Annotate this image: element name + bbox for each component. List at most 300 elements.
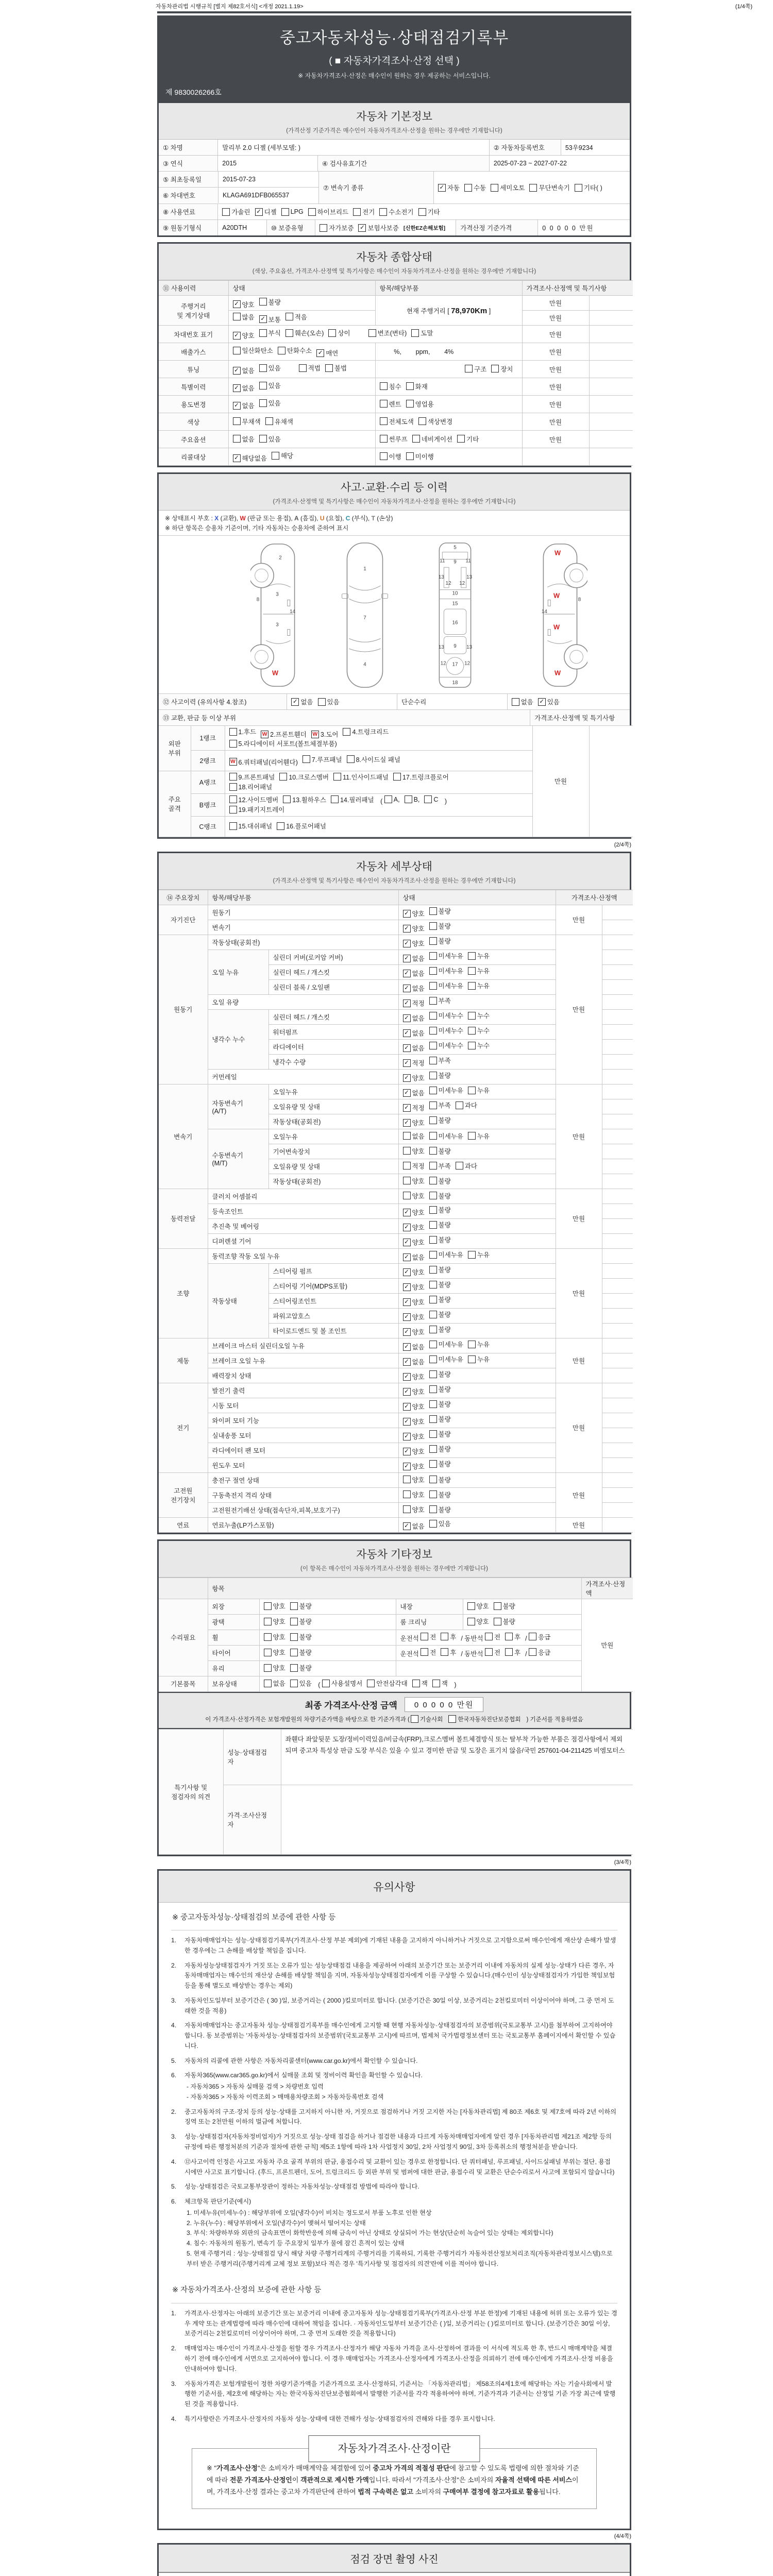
checkbox-option[interactable] bbox=[456, 1161, 477, 1171]
checkbox-option[interactable] bbox=[406, 399, 434, 409]
checkbox-option[interactable] bbox=[229, 821, 273, 831]
checkbox[interactable] bbox=[406, 382, 414, 390]
checkbox-option[interactable] bbox=[505, 1632, 520, 1641]
checkbox[interactable] bbox=[403, 1147, 411, 1155]
checkbox[interactable]: ✓ bbox=[403, 1373, 411, 1381]
checkbox-option[interactable] bbox=[468, 1250, 490, 1259]
checkbox[interactable] bbox=[468, 952, 476, 960]
checkbox[interactable]: ✓ bbox=[233, 454, 241, 462]
checkbox-option[interactable] bbox=[403, 1462, 425, 1471]
checkbox-option[interactable] bbox=[429, 1220, 451, 1229]
checkbox[interactable] bbox=[380, 417, 388, 425]
checkbox[interactable] bbox=[412, 1680, 420, 1687]
checkbox-option[interactable] bbox=[429, 1369, 451, 1379]
checkbox-option[interactable] bbox=[429, 1205, 451, 1214]
checkbox[interactable] bbox=[429, 1370, 437, 1378]
checkbox[interactable] bbox=[380, 400, 388, 408]
checkbox[interactable] bbox=[429, 1400, 437, 1408]
checkbox-option[interactable] bbox=[403, 1028, 425, 1038]
checkbox[interactable]: ✓ bbox=[403, 1298, 411, 1306]
checkbox[interactable] bbox=[259, 329, 267, 337]
checkbox-option[interactable] bbox=[259, 363, 281, 372]
checkbox[interactable] bbox=[429, 952, 437, 960]
checkbox[interactable]: ✓ bbox=[403, 1283, 411, 1291]
checkbox[interactable] bbox=[448, 1715, 456, 1723]
checkbox[interactable] bbox=[299, 364, 307, 372]
checkbox-option[interactable] bbox=[529, 1632, 550, 1641]
checkbox[interactable]: ✓ bbox=[233, 300, 241, 308]
checkbox[interactable] bbox=[285, 313, 293, 320]
checkbox[interactable] bbox=[406, 452, 414, 460]
checkbox[interactable] bbox=[429, 1132, 437, 1140]
checkbox[interactable]: ✓ bbox=[403, 1448, 411, 1455]
checkbox[interactable] bbox=[264, 1649, 272, 1656]
checkbox-option[interactable] bbox=[233, 331, 255, 340]
checkbox[interactable] bbox=[233, 313, 241, 320]
checkbox-option[interactable] bbox=[429, 1086, 463, 1095]
checkbox[interactable]: ✓ bbox=[403, 955, 411, 962]
checkbox[interactable]: ✓ bbox=[403, 1268, 411, 1276]
checkbox-option[interactable] bbox=[272, 451, 293, 460]
checkbox[interactable]: ✓ bbox=[358, 224, 366, 232]
checkbox-option[interactable] bbox=[233, 383, 255, 393]
checkbox-option[interactable] bbox=[233, 366, 255, 375]
checkbox-option[interactable] bbox=[429, 1519, 451, 1528]
checkbox[interactable] bbox=[468, 1027, 476, 1035]
checkbox-option[interactable] bbox=[441, 1632, 456, 1641]
checkbox[interactable] bbox=[429, 1311, 437, 1318]
checkbox-option[interactable] bbox=[468, 1086, 490, 1095]
checkbox-option[interactable] bbox=[403, 1161, 425, 1171]
checkbox-option[interactable] bbox=[429, 1399, 451, 1409]
checkbox-option[interactable] bbox=[429, 1235, 451, 1244]
checkbox[interactable] bbox=[343, 728, 350, 736]
checkbox[interactable] bbox=[379, 208, 387, 216]
checkbox-option[interactable] bbox=[261, 730, 307, 739]
checkbox[interactable] bbox=[429, 1236, 437, 1244]
checkbox-option[interactable] bbox=[229, 772, 275, 782]
checkbox[interactable] bbox=[283, 795, 291, 803]
checkbox[interactable] bbox=[418, 208, 426, 216]
checkbox[interactable] bbox=[384, 795, 392, 803]
checkbox[interactable] bbox=[331, 795, 339, 803]
checkbox[interactable] bbox=[308, 208, 316, 216]
checkbox-option[interactable] bbox=[491, 364, 513, 374]
checkbox-option[interactable] bbox=[403, 1146, 425, 1156]
checkbox[interactable] bbox=[281, 208, 289, 216]
checkbox[interactable]: W bbox=[261, 731, 268, 738]
checkbox-option[interactable] bbox=[347, 755, 400, 764]
checkbox-option[interactable] bbox=[429, 1325, 451, 1334]
checkbox[interactable]: ✓ bbox=[403, 1059, 411, 1067]
checkbox-option[interactable] bbox=[403, 1131, 425, 1141]
checkbox[interactable] bbox=[429, 1326, 437, 1333]
checkbox[interactable] bbox=[328, 329, 336, 337]
checkbox-option[interactable] bbox=[429, 1191, 451, 1200]
checkbox-option[interactable] bbox=[429, 1459, 451, 1468]
checkbox[interactable] bbox=[405, 795, 412, 803]
checkbox-option[interactable] bbox=[429, 1490, 451, 1499]
checkbox[interactable] bbox=[279, 773, 287, 781]
checkbox[interactable]: ✓ bbox=[403, 1119, 411, 1127]
checkbox[interactable] bbox=[322, 1680, 330, 1687]
checkbox[interactable]: ✓ bbox=[233, 384, 241, 392]
checkbox[interactable] bbox=[259, 382, 267, 389]
checkbox-option[interactable] bbox=[468, 966, 490, 975]
checkbox-option[interactable] bbox=[318, 697, 340, 706]
checkbox-option[interactable] bbox=[429, 996, 451, 1005]
checkbox-option[interactable] bbox=[331, 795, 374, 804]
checkbox[interactable]: ✓ bbox=[538, 698, 546, 706]
checkbox-option[interactable] bbox=[233, 300, 255, 309]
checkbox[interactable] bbox=[429, 1192, 437, 1199]
checkbox[interactable] bbox=[347, 755, 355, 763]
checkbox[interactable] bbox=[429, 907, 437, 915]
checkbox[interactable] bbox=[229, 822, 237, 830]
checkbox[interactable] bbox=[441, 1648, 448, 1656]
checkbox[interactable]: ✓ bbox=[233, 402, 241, 410]
checkbox-option[interactable] bbox=[468, 951, 490, 960]
checkbox[interactable]: ✓ bbox=[403, 925, 411, 933]
checkbox-option[interactable] bbox=[468, 1354, 490, 1364]
checkbox[interactable] bbox=[468, 1012, 476, 1020]
checkbox[interactable] bbox=[264, 1618, 272, 1625]
checkbox[interactable]: ✓ bbox=[403, 1433, 411, 1440]
checkbox[interactable] bbox=[411, 1715, 418, 1723]
checkbox-option[interactable] bbox=[384, 795, 400, 803]
checkbox-option[interactable] bbox=[485, 1632, 500, 1641]
checkbox-option[interactable] bbox=[229, 805, 285, 814]
checkbox[interactable]: ✓ bbox=[403, 1014, 411, 1022]
checkbox-option[interactable] bbox=[322, 1679, 362, 1688]
checkbox-option[interactable] bbox=[494, 1601, 515, 1611]
checkbox[interactable] bbox=[290, 1649, 298, 1656]
checkbox-option[interactable] bbox=[403, 969, 425, 978]
checkbox[interactable] bbox=[494, 1602, 501, 1610]
checkbox[interactable] bbox=[429, 1087, 437, 1094]
checkbox-option[interactable] bbox=[491, 183, 525, 192]
checkbox[interactable] bbox=[491, 184, 498, 192]
checkbox-option[interactable] bbox=[429, 1056, 451, 1065]
checkbox[interactable]: ✓ bbox=[403, 1089, 411, 1097]
checkbox-option[interactable] bbox=[403, 1432, 425, 1441]
checkbox-option[interactable] bbox=[403, 1252, 425, 1262]
checkbox-option[interactable] bbox=[424, 795, 438, 803]
checkbox-option[interactable] bbox=[429, 1384, 451, 1394]
checkbox[interactable] bbox=[429, 1177, 437, 1184]
checkbox[interactable] bbox=[290, 1680, 298, 1687]
checkbox-option[interactable] bbox=[429, 1414, 451, 1423]
checkbox-option[interactable] bbox=[429, 1475, 451, 1484]
checkbox[interactable] bbox=[265, 417, 273, 425]
checkbox-option[interactable] bbox=[412, 1679, 428, 1688]
checkbox-option[interactable] bbox=[468, 981, 490, 990]
checkbox[interactable] bbox=[429, 1430, 437, 1438]
checkbox-option[interactable] bbox=[412, 434, 452, 444]
checkbox-option[interactable] bbox=[403, 1118, 425, 1127]
checkbox-option[interactable] bbox=[277, 821, 326, 831]
checkbox[interactable] bbox=[403, 1192, 411, 1199]
checkbox[interactable] bbox=[468, 967, 476, 975]
checkbox-option[interactable] bbox=[465, 364, 486, 374]
checkbox-option[interactable] bbox=[529, 1648, 550, 1657]
checkbox-option[interactable] bbox=[343, 727, 389, 736]
checkbox[interactable] bbox=[403, 1132, 411, 1140]
checkbox-option[interactable] bbox=[403, 1402, 425, 1411]
checkbox[interactable] bbox=[464, 184, 472, 192]
checkbox[interactable]: ✓ bbox=[403, 1239, 411, 1246]
checkbox[interactable] bbox=[456, 1162, 463, 1170]
checkbox[interactable] bbox=[429, 1355, 437, 1363]
checkbox-option[interactable] bbox=[505, 1648, 520, 1657]
checkbox-option[interactable] bbox=[403, 984, 425, 993]
checkbox-option[interactable] bbox=[468, 1131, 490, 1141]
checkbox-option[interactable] bbox=[229, 795, 279, 804]
checkbox[interactable] bbox=[259, 364, 267, 372]
checkbox[interactable] bbox=[403, 1476, 411, 1483]
checkbox[interactable]: ✓ bbox=[233, 367, 241, 375]
checkbox-option[interactable] bbox=[438, 183, 460, 192]
checkbox-option[interactable] bbox=[429, 1115, 451, 1125]
checkbox[interactable] bbox=[368, 329, 376, 337]
checkbox[interactable] bbox=[468, 1042, 476, 1049]
checkbox-option[interactable] bbox=[429, 936, 451, 945]
checkbox[interactable] bbox=[277, 822, 284, 830]
checkbox-option[interactable] bbox=[403, 998, 425, 1008]
checkbox-option[interactable] bbox=[259, 434, 281, 444]
checkbox[interactable] bbox=[229, 806, 237, 814]
checkbox-option[interactable] bbox=[421, 1648, 436, 1657]
checkbox[interactable] bbox=[468, 1087, 476, 1094]
checkbox[interactable] bbox=[421, 1648, 428, 1656]
checkbox-option[interactable] bbox=[316, 348, 338, 358]
checkbox[interactable] bbox=[529, 1648, 536, 1656]
checkbox[interactable] bbox=[429, 1162, 437, 1170]
checkbox[interactable]: ✓ bbox=[403, 1104, 411, 1112]
checkbox-option[interactable] bbox=[418, 207, 440, 216]
checkbox-option[interactable] bbox=[429, 1146, 451, 1156]
checkbox-option[interactable] bbox=[403, 1312, 425, 1321]
checkbox-option[interactable] bbox=[264, 1617, 285, 1626]
checkbox-option[interactable] bbox=[283, 795, 326, 804]
checkbox-option[interactable] bbox=[264, 1601, 285, 1611]
checkbox[interactable] bbox=[421, 1633, 428, 1640]
checkbox[interactable]: ✓ bbox=[403, 1358, 411, 1366]
checkbox[interactable] bbox=[429, 1505, 437, 1513]
checkbox-option[interactable] bbox=[259, 381, 281, 390]
checkbox[interactable] bbox=[264, 1680, 272, 1687]
checkbox-option[interactable] bbox=[281, 208, 304, 216]
checkbox[interactable] bbox=[529, 184, 537, 192]
checkbox-option[interactable] bbox=[229, 727, 257, 736]
checkbox[interactable] bbox=[465, 365, 473, 372]
checkbox[interactable] bbox=[429, 1415, 437, 1423]
checkbox-option[interactable] bbox=[529, 183, 569, 192]
checkbox-option[interactable] bbox=[290, 1648, 312, 1657]
checkbox[interactable]: ✓ bbox=[291, 698, 299, 706]
checkbox-option[interactable] bbox=[418, 417, 452, 426]
checkbox[interactable] bbox=[429, 1251, 437, 1259]
checkbox[interactable]: ✓ bbox=[403, 940, 411, 947]
checkbox-option[interactable] bbox=[233, 434, 255, 444]
checkbox[interactable] bbox=[418, 417, 426, 425]
checkbox[interactable] bbox=[429, 1206, 437, 1214]
checkbox[interactable] bbox=[429, 1460, 437, 1468]
checkbox[interactable] bbox=[318, 698, 326, 706]
checkbox-option[interactable] bbox=[380, 417, 414, 426]
checkbox-option[interactable] bbox=[403, 1103, 425, 1112]
checkbox[interactable] bbox=[467, 1618, 475, 1625]
checkbox[interactable] bbox=[403, 1177, 411, 1184]
checkbox[interactable]: ✓ bbox=[403, 985, 411, 992]
checkbox-option[interactable] bbox=[285, 328, 324, 337]
checkbox-option[interactable] bbox=[411, 328, 433, 337]
checkbox-option[interactable] bbox=[380, 382, 401, 391]
checkbox-option[interactable] bbox=[403, 1013, 425, 1023]
checkbox[interactable] bbox=[468, 1355, 476, 1363]
checkbox-option[interactable] bbox=[290, 1617, 312, 1626]
checkbox-option[interactable] bbox=[403, 1521, 425, 1531]
checkbox[interactable] bbox=[485, 1648, 493, 1656]
checkbox-option[interactable] bbox=[233, 417, 261, 426]
checkbox[interactable] bbox=[485, 1633, 493, 1640]
checkbox[interactable] bbox=[272, 452, 279, 460]
checkbox-option[interactable] bbox=[403, 1417, 425, 1426]
checkbox[interactable] bbox=[229, 740, 237, 748]
checkbox-option[interactable] bbox=[441, 1648, 456, 1657]
checkbox-option[interactable] bbox=[405, 795, 420, 803]
checkbox-option[interactable] bbox=[403, 1238, 425, 1247]
checkbox-option[interactable] bbox=[379, 207, 413, 216]
checkbox-option[interactable] bbox=[468, 1026, 490, 1035]
checkbox-option[interactable] bbox=[233, 453, 267, 463]
checkbox[interactable] bbox=[403, 1505, 411, 1513]
checkbox-option[interactable] bbox=[467, 1601, 489, 1611]
checkbox[interactable] bbox=[429, 1296, 437, 1303]
checkbox[interactable] bbox=[290, 1618, 298, 1625]
checkbox[interactable] bbox=[380, 452, 388, 460]
checkbox-option[interactable] bbox=[429, 1340, 463, 1349]
checkbox-option[interactable] bbox=[429, 1310, 451, 1319]
checkbox-option[interactable] bbox=[264, 1648, 285, 1657]
checkbox-option[interactable] bbox=[403, 1176, 425, 1185]
checkbox-option[interactable] bbox=[279, 772, 329, 782]
checkbox[interactable] bbox=[233, 417, 241, 425]
checkbox[interactable]: ✓ bbox=[255, 208, 263, 216]
checkbox-option[interactable] bbox=[403, 1297, 425, 1307]
checkbox-option[interactable] bbox=[467, 1617, 489, 1626]
checkbox[interactable]: ✓ bbox=[403, 1253, 411, 1261]
checkbox[interactable] bbox=[303, 755, 310, 763]
checkbox-option[interactable] bbox=[406, 452, 434, 461]
checkbox-option[interactable] bbox=[429, 1071, 451, 1080]
checkbox-option[interactable] bbox=[429, 1161, 451, 1171]
checkbox-option[interactable] bbox=[233, 312, 255, 321]
checkbox[interactable] bbox=[229, 773, 237, 781]
checkbox[interactable] bbox=[468, 1132, 476, 1140]
checkbox[interactable] bbox=[429, 1116, 437, 1124]
checkbox-option[interactable] bbox=[393, 772, 449, 782]
checkbox-option[interactable] bbox=[538, 697, 560, 706]
checkbox[interactable] bbox=[264, 1664, 272, 1672]
checkbox[interactable]: ✓ bbox=[403, 1403, 411, 1411]
checkbox-option[interactable] bbox=[403, 1088, 425, 1097]
checkbox[interactable] bbox=[290, 1602, 298, 1610]
checkbox-option[interactable] bbox=[403, 1357, 425, 1366]
checkbox[interactable] bbox=[429, 1341, 437, 1348]
checkbox-option[interactable] bbox=[429, 1026, 463, 1035]
checkbox[interactable] bbox=[429, 1281, 437, 1289]
checkbox-option[interactable] bbox=[403, 954, 425, 963]
checkbox-option[interactable] bbox=[464, 183, 486, 192]
checkbox[interactable] bbox=[380, 435, 388, 443]
checkbox-option[interactable] bbox=[468, 1041, 490, 1050]
checkbox[interactable] bbox=[491, 365, 499, 372]
checkbox-option[interactable] bbox=[264, 1663, 285, 1672]
checkbox-option[interactable] bbox=[259, 297, 281, 307]
checkbox[interactable] bbox=[429, 1476, 437, 1483]
checkbox-option[interactable] bbox=[233, 346, 273, 355]
checkbox[interactable] bbox=[505, 1648, 513, 1656]
checkbox[interactable] bbox=[429, 1385, 437, 1393]
checkbox-option[interactable] bbox=[468, 1011, 490, 1020]
checkbox-option[interactable] bbox=[380, 399, 401, 409]
checkbox-option[interactable] bbox=[264, 1679, 285, 1688]
checkbox[interactable] bbox=[512, 698, 519, 706]
checkbox-option[interactable] bbox=[403, 1073, 425, 1082]
checkbox[interactable]: ✓ bbox=[403, 1418, 411, 1426]
checkbox-option[interactable] bbox=[290, 1632, 312, 1641]
checkbox-option[interactable] bbox=[429, 1505, 451, 1514]
checkbox[interactable]: W bbox=[229, 758, 237, 766]
checkbox-option[interactable] bbox=[229, 757, 298, 767]
checkbox[interactable]: ✓ bbox=[403, 1074, 411, 1082]
checkbox-option[interactable] bbox=[403, 1191, 425, 1200]
checkbox[interactable]: ✓ bbox=[403, 910, 411, 918]
checkbox-option[interactable] bbox=[291, 697, 313, 706]
checkbox-option[interactable] bbox=[311, 730, 339, 739]
checkbox-option[interactable] bbox=[403, 939, 425, 948]
checkbox[interactable] bbox=[429, 1266, 437, 1274]
checkbox[interactable]: ✓ bbox=[403, 999, 411, 1007]
checkbox[interactable] bbox=[259, 298, 267, 306]
checkbox-option[interactable] bbox=[380, 452, 401, 461]
checkbox-option[interactable] bbox=[325, 363, 347, 372]
checkbox[interactable]: ✓ bbox=[403, 1522, 411, 1530]
checkbox[interactable] bbox=[468, 1251, 476, 1259]
checkbox[interactable] bbox=[429, 1012, 437, 1020]
checkbox-option[interactable] bbox=[308, 207, 348, 216]
checkbox[interactable] bbox=[429, 1057, 437, 1064]
checkbox-option[interactable] bbox=[380, 434, 408, 444]
checkbox[interactable] bbox=[429, 1101, 437, 1109]
checkbox-option[interactable] bbox=[448, 1715, 520, 1723]
checkbox[interactable] bbox=[505, 1633, 513, 1640]
checkbox[interactable] bbox=[432, 1680, 440, 1687]
checkbox-option[interactable] bbox=[429, 1280, 451, 1289]
checkbox-option[interactable] bbox=[290, 1663, 312, 1672]
checkbox[interactable] bbox=[233, 435, 241, 443]
checkbox[interactable] bbox=[353, 208, 361, 216]
checkbox[interactable] bbox=[429, 1445, 437, 1453]
checkbox-option[interactable] bbox=[265, 417, 293, 426]
checkbox[interactable]: W bbox=[311, 731, 319, 738]
checkbox-option[interactable] bbox=[403, 1282, 425, 1292]
checkbox[interactable] bbox=[233, 347, 241, 354]
checkbox-option[interactable] bbox=[429, 1429, 451, 1438]
checkbox-option[interactable] bbox=[299, 363, 321, 372]
checkbox-option[interactable] bbox=[403, 1043, 425, 1053]
